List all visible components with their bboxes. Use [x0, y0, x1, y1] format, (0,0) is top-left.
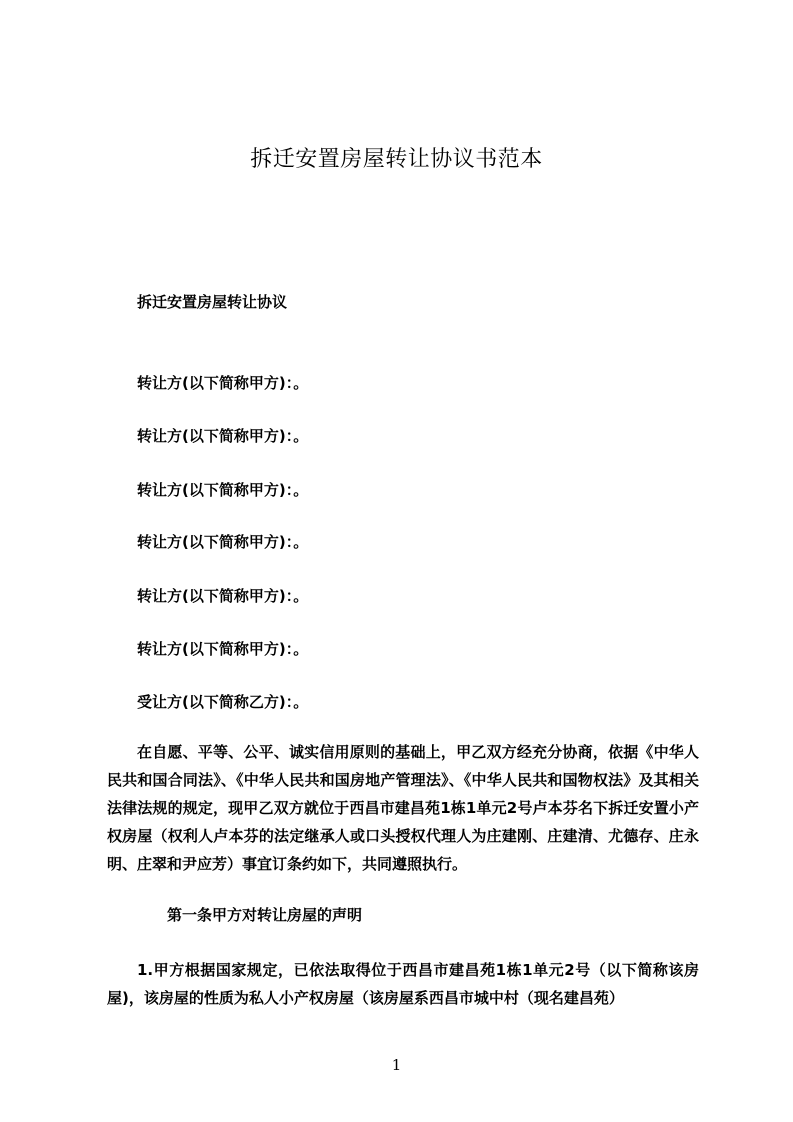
document-subtitle: 拆迁安置房屋转让协议	[137, 293, 288, 311]
article-1-heading: 第一条甲方对转让房屋的声明	[167, 906, 363, 924]
intro-paragraph: 在自愿、平等、公平、诚实信用原则的基础上，甲乙双方经充分协商，依据《中华人民共和国合同法》、《中华人民共和国房地产管理法》、《中华人民共和国物权法》及其相关法律法规的规定，现甲乙双方就位于西昌市建昌苑1栋1单元2号卢本芬名下拆迁安置小产权房屋（权利人卢本芬的法定继承人或口头授权代理人为庄建刚、庄建清、尤德存、庄永明、庄翠和尹应芳）事宜订条约如下，共同遵照执行。	[107, 743, 699, 873]
party-line-5: 转让方(以下简称甲方)：。	[137, 587, 309, 605]
party-line-6: 转让方(以下简称甲方)：。	[137, 640, 309, 658]
article-1-item-1: 1.甲方根据国家规定，已依法取得位于西昌市建昌苑1栋1单元2号（以下简称该房屋)，该房屋的性质为私人小产权房屋（该房屋系西昌市城中村（现名建昌苑）	[107, 961, 699, 1007]
party-line-7: 受让方(以下简称乙方)：。	[137, 693, 309, 711]
party-line-4: 转让方(以下简称甲方)：。	[137, 533, 309, 551]
party-line-1: 转让方(以下简称甲方)：。	[137, 374, 309, 392]
party-line-2: 转让方(以下简称甲方)：。	[137, 427, 309, 445]
party-line-3: 转让方(以下简称甲方)：。	[137, 481, 309, 499]
page-number: 1	[391, 1056, 402, 1074]
document-title: 拆迁安置房屋转让协议书范本	[250, 147, 543, 172]
